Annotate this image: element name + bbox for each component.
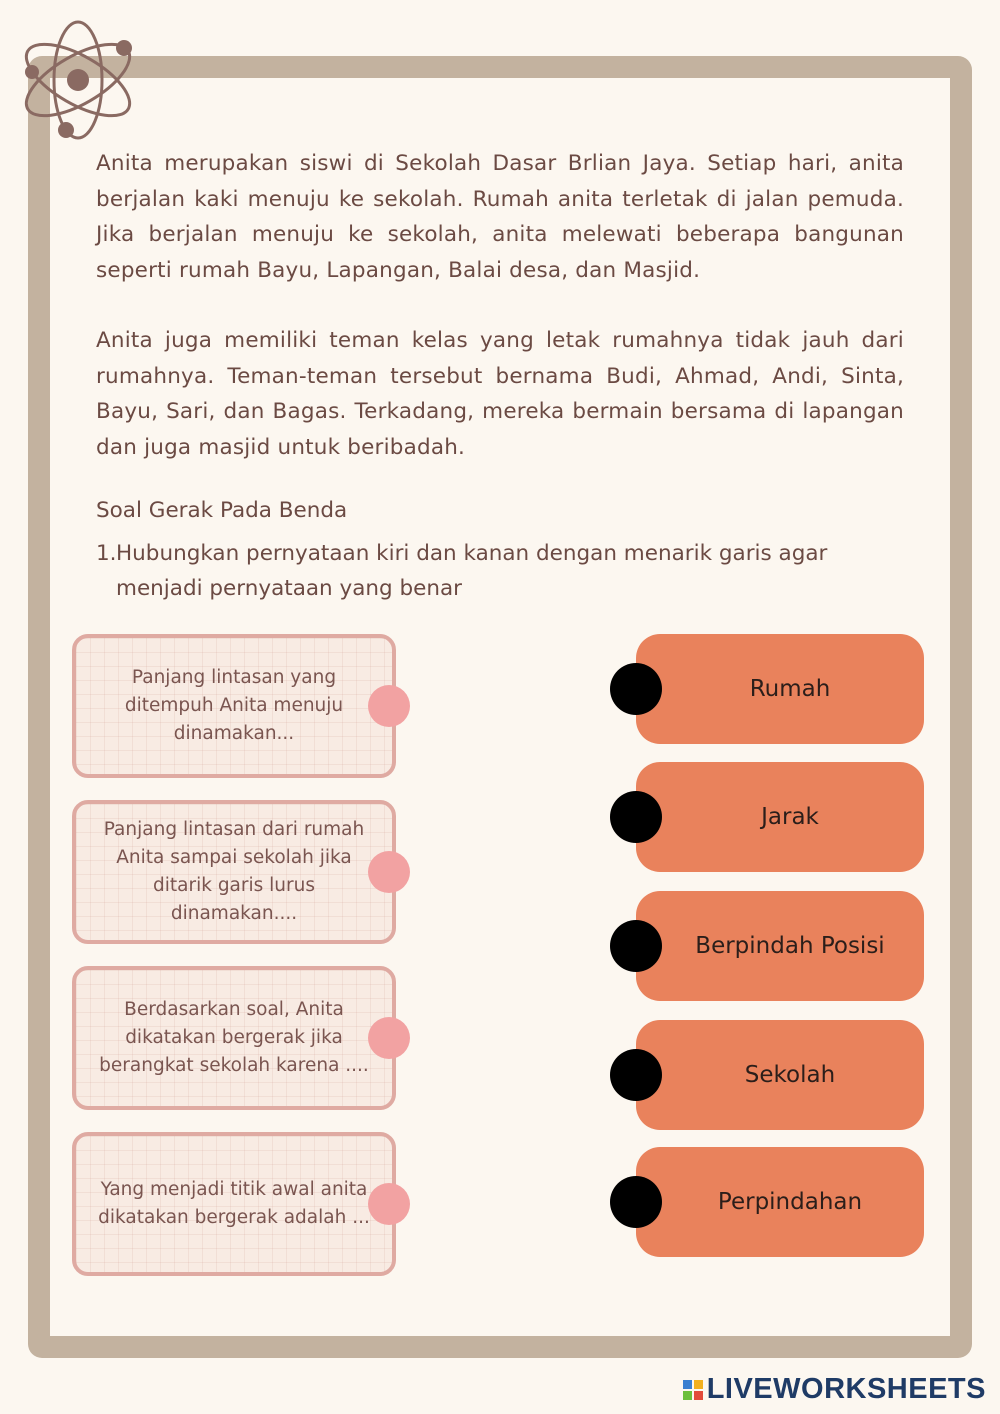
left-item-text: Panjang lintasan yang ditempuh Anita menuju dinamakan... (124, 667, 344, 744)
right-connector-dot-5[interactable] (610, 1176, 662, 1228)
left-item-2 (72, 800, 396, 944)
right-item-5 (636, 1147, 924, 1257)
atom-icon (14, 18, 142, 142)
left-item-text: Berdasarkan soal, Anita dikatakan bergerak jika berangkat sekolah karena .... (99, 999, 369, 1076)
right-connector-dot-3[interactable] (610, 920, 662, 972)
question-text: Hubungkan pernyataan kiri dan kanan dengan menarik garis agar menjadi pernyataan yang benar (116, 541, 828, 601)
brand-grid-icon (683, 1380, 703, 1400)
right-item-label: Perpindahan (717, 1189, 863, 1215)
right-connector-dot-1[interactable] (610, 663, 662, 715)
right-item-label: Rumah (749, 676, 831, 702)
left-item-text: Yang menjadi titik awal anita dikatakan bergerak adalah ... (98, 1179, 370, 1228)
left-connector-dot-2[interactable] (368, 851, 410, 893)
left-connector-dot-4[interactable] (368, 1183, 410, 1225)
right-item-2 (636, 762, 924, 872)
right-item-4 (636, 1020, 924, 1130)
left-item-1 (72, 634, 396, 778)
passage-paragraph-2: Anita juga memiliki teman kelas yang letak rumahnya tidak jauh dari rumahnya. Teman-teman tersebut bernama Budi, Ahmad, Andi, Sinta, Bayu, Sari, dan Bagas. Terkadang, mereka bermain bersama di lapangan dan juga masjid untuk beribadah. (96, 328, 904, 460)
question-number: 1. (96, 541, 117, 566)
right-connector-dot-4[interactable] (610, 1049, 662, 1101)
right-item-label: Jarak (761, 804, 819, 830)
right-connector-dot-2[interactable] (610, 791, 662, 843)
right-item-3 (636, 891, 924, 1001)
passage-paragraph-1: Anita merupakan siswi di Sekolah Dasar Brlian Jaya. Setiap hari, anita berjalan kaki menuju ke sekolah. Rumah anita terletak di jalan pemuda. Jika berjalan menuju ke sekolah, anita melewati beberapa bangunan seperti rumah Bayu, Lapangan, Balai desa, dan Masjid. (96, 151, 904, 283)
question-1 (96, 536, 906, 606)
left-item-4 (72, 1132, 396, 1276)
brand-logo[interactable] (683, 1373, 986, 1406)
right-item-label: Sekolah (744, 1062, 836, 1088)
left-item-text: Panjang lintasan dari rumah Anita sampai sekolah jika ditarik garis lurus dinamakan.... (103, 819, 365, 924)
right-item-1 (636, 634, 924, 744)
left-connector-dot-1[interactable] (368, 685, 410, 727)
left-connector-dot-3[interactable] (368, 1017, 410, 1059)
right-item-label: Berpindah Posisi (695, 933, 885, 959)
section-title: Soal Gerak Pada Benda (96, 498, 348, 523)
left-item-3 (72, 966, 396, 1110)
brand-name: LIVEWORKSHEETS (706, 1373, 986, 1405)
